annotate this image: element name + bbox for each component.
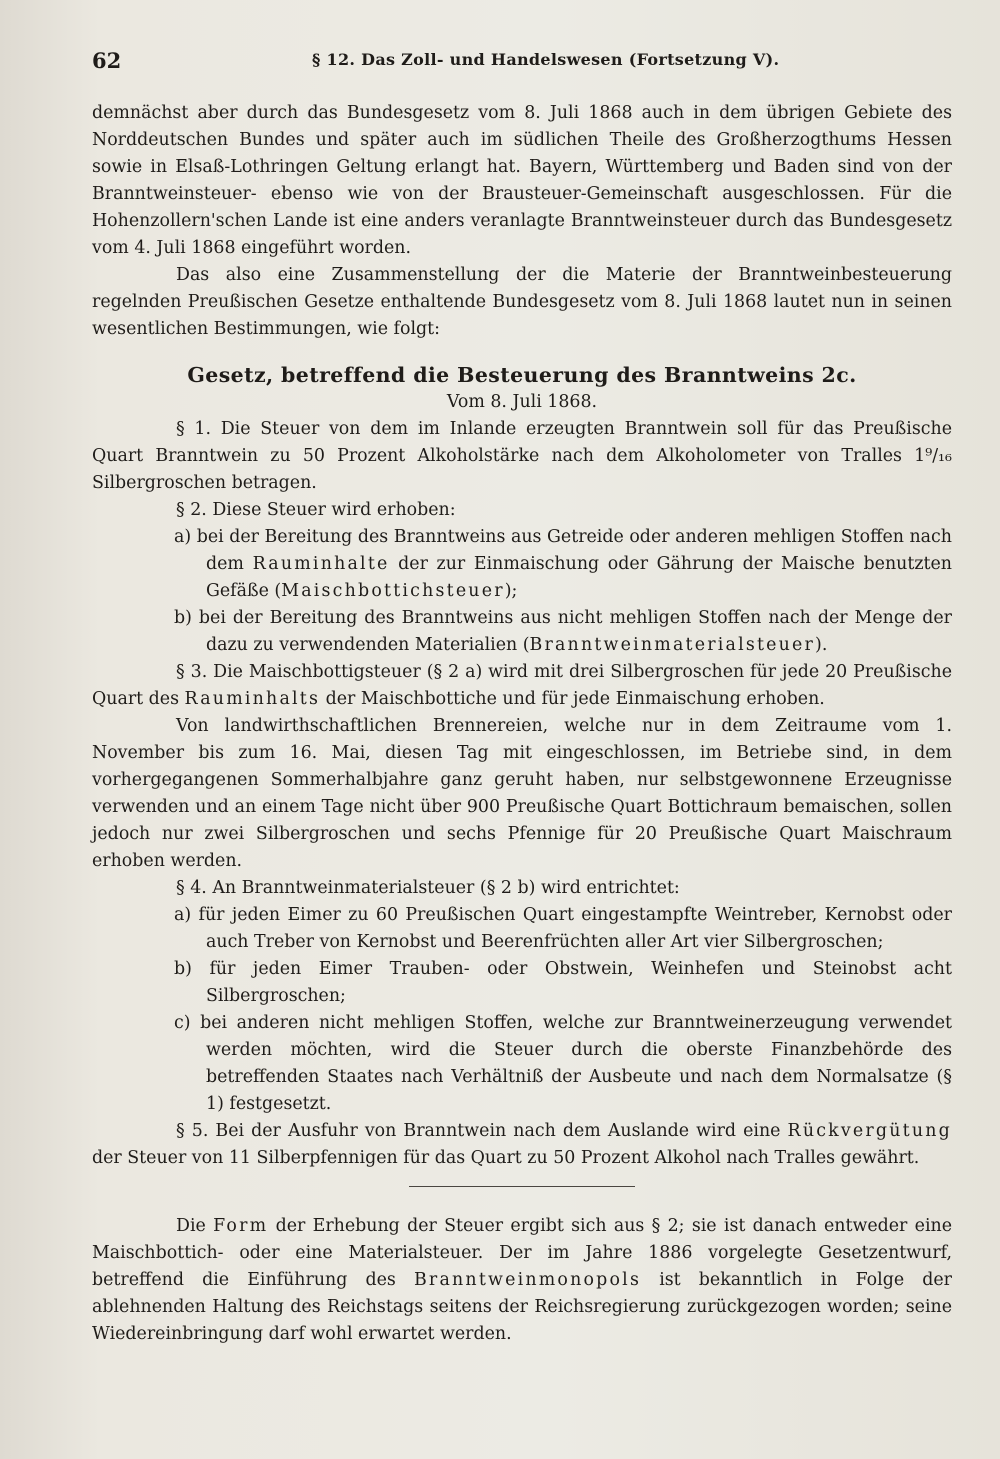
running-title: § 12. Das Zoll- und Handelswesen (Fortsetzung V).: [312, 50, 780, 69]
text-run: a) bei der Bereitung des Branntweins aus Getreide oder anderen mehligen Stoffen nach dem: [174, 527, 952, 574]
section-divider: [409, 1186, 635, 1187]
section-2: § 2. Diese Steuer wird erhoben:: [176, 500, 456, 520]
section-3: [92, 659, 952, 713]
spaced-term: Rückvergütung: [787, 1121, 952, 1141]
section-4: § 4. An Branntweinmaterialsteuer (§ 2 b) wird entrichtet:: [176, 878, 680, 898]
page-header: [92, 40, 952, 80]
text-run: § 3. Die Maischbottigsteuer (§ 2 a) wird mit drei Silbergroschen für jede 20 Preußische Quart des: [92, 662, 952, 709]
section-4-item-c: c) bei anderen nicht mehligen Stoffen, welche zur Branntweinerzeugung verwendet werden möchten, wird die Steuer durch die oberste Finanzbehörde des betreffenden Staates nach Verhältniß der Ausbeute und nach dem Normalsatze (§ 1) festgesetzt.: [174, 1013, 952, 1114]
text-run: der Steuer von 11 Silberpfennigen für das Quart zu 50 Prozent Alkohol nach Tralles gewährt.: [92, 1148, 920, 1168]
spaced-term: Form: [213, 1216, 269, 1236]
text-run: );: [504, 581, 518, 601]
law-date: Vom 8. Juli 1868.: [446, 392, 598, 412]
intro-paragraph-2: Das also eine Zusammenstellung der die Materie der Branntweinbesteuerung regelnden Preußischen Gesetze enthaltende Bundesgesetz vom 8. Juli 1868 lautet nun in seinen wesentlichen Bestimmungen, wie folgt:: [92, 265, 952, 339]
text-run: ist bekanntlich in Folge der ablehnenden Haltung des Reichstags seitens der Reichsregierung zurückgezogen worden; seine Wiedereinbringung darf wohl erwartet werden.: [92, 1270, 952, 1344]
section-2-item-a: [92, 524, 952, 605]
text-run: der Maischbottiche und für jede Einmaischung erhoben.: [320, 689, 825, 709]
spaced-term: Rauminhalte: [252, 554, 390, 574]
section-3-paragraph-2: Von landwirthschaftlichen Brennereien, welche nur in dem Zeitraume vom 1. November bis zum 16. Mai, diesen Tag mit eingeschlossen, im Betriebe sind, in dem vorhergegangenen Sommerhalbjahre ganz geruht haben, nur selbstgewonnene Erzeugnisse verwenden und an einem Tage nicht über 900 Preußische Quart Bottichraum bemaischen, sollen jedoch nur zwei Silbergroschen und sechs Pfennige für 20 Preußische Quart Maischraum erhoben werden.: [92, 716, 952, 871]
text-run: b) bei der Bereitung des Branntweins aus nicht mehligen Stoffen nach der Menge der dazu zu verwendenden Materialien (: [174, 608, 952, 655]
law-title: Gesetz, betreffend die Besteuerung des Branntweins 2c.: [187, 363, 857, 387]
text-run: der zur Einmaischung oder Gährung der Maische benutzten Gefäße (: [206, 554, 953, 601]
page-number: 62: [92, 48, 122, 73]
spaced-term: Branntweinmonopols: [413, 1270, 642, 1290]
spaced-term: Maischbottichsteuer: [281, 581, 505, 601]
section-1: § 1. Die Steuer von dem im Inlande erzeugten Branntwein soll für das Preußische Quart Branntwein zu 50 Prozent Alkoholstärke nach dem Alkoholometer von Tralles 1⁹/₁₆ Silbergroschen betragen.: [92, 419, 952, 493]
page-body: [92, 100, 952, 1348]
text-run: der Erhebung der Steuer ergibt sich aus § 2; sie ist danach entweder eine Maischbottich- oder eine Materialsteuer. Der im Jahre 1886 vorgelegte Gesetzentwurf, betreffend die Einführung des: [92, 1216, 952, 1290]
section-5: [92, 1118, 952, 1172]
spaced-term: Branntweinmaterialsteuer: [529, 635, 816, 655]
spaced-term: Rauminhalts: [184, 689, 321, 709]
section-2-item-b: [92, 605, 952, 659]
closing-paragraph: [92, 1213, 952, 1348]
intro-paragraph-continued: demnächst aber durch das Bundesgesetz vom 8. Juli 1868 auch in dem übrigen Gebiete des Norddeutschen Bundes und später auch im südlichen Theile des Großherzogthums Hessen sowie in Elsaß-Lothringen Geltung erlangt hat. Bayern, Württemberg und Baden sind von der Branntweinsteuer- ebenso wie von der Brausteuer-Gemeinschaft ausgeschlossen. Für die Hohenzollern'schen Lande ist eine anders veranlagte Branntweinsteuer durch das Bundesgesetz vom 4. Juli 1868 eingeführt worden.: [92, 103, 952, 258]
section-4-item-a: a) für jeden Eimer zu 60 Preußischen Quart eingestampfte Weintreber, Kernobst oder auch Treber von Kernobst und Beerenfrüchten aller Art vier Silbergroschen;: [174, 905, 952, 952]
text-run: Die: [176, 1216, 214, 1236]
section-4-item-b: b) für jeden Eimer Trauben- oder Obstwein, Weinhefen und Steinobst acht Silbergroschen;: [174, 959, 952, 1006]
text-run: § 5. Bei der Ausfuhr von Branntwein nach dem Auslande wird eine: [176, 1121, 788, 1141]
text-run: ).: [815, 635, 828, 655]
